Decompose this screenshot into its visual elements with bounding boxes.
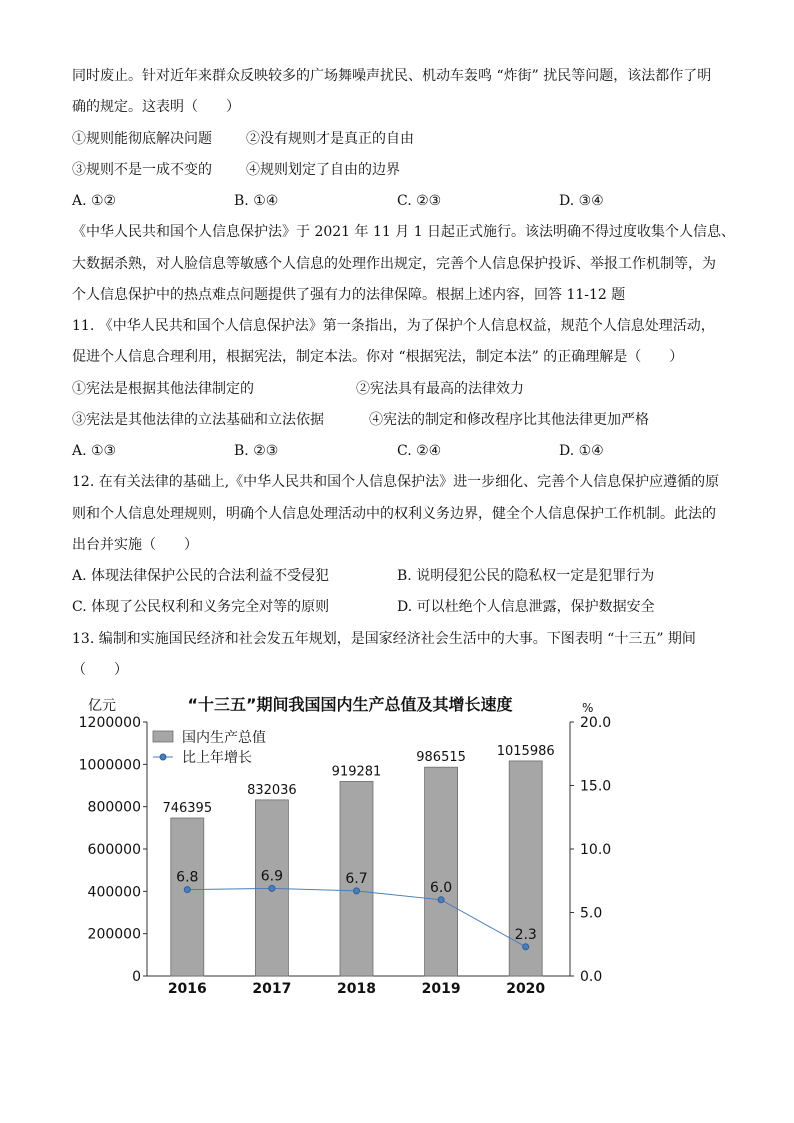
gdp-bar-label-2019: 986515	[416, 750, 466, 766]
q10-option-a: A. ①②	[72, 193, 117, 209]
q11-stem-line-1: 11. 《中华人民共和国个人信息保护法》第一条指出，为了保护个人信息权益，规范个人信息处理活动，	[72, 318, 715, 334]
y-axis-unit-label: 亿元	[88, 698, 116, 714]
q10-text-line-1: 同时废止。针对近年来群众反映较多的广场舞噪声扰民、机动车轰鸣 “炸街” 扰民等问题，该法都作了明	[72, 68, 712, 84]
y2-tick-label: 10.0	[580, 842, 612, 858]
q13-answer-paren: （ ）	[72, 662, 128, 678]
q11-statement-2: ②宪法具有最高的法律效力	[356, 381, 524, 397]
growth-label-2016: 6.8	[176, 869, 199, 886]
q10-statement-2: ②没有规则才是真正的自由	[246, 131, 414, 147]
intro-line-1: 《中华人民共和国个人信息保护法》于 2021 年 11 月 1 日起正式施行。该法明确不得过度收集个人信息、	[72, 224, 736, 240]
chart-title: “十三五”期间我国国内生产总值及其增长速度	[187, 695, 513, 714]
growth-point-2019	[438, 897, 444, 903]
growth-label-2018: 6.7	[345, 870, 368, 887]
x-tick-label-2019: 2019	[421, 981, 461, 997]
y-tick-label: 200000	[87, 926, 141, 943]
q12-option-b: B. 说明侵犯公民的隐私权一定是犯罪行为	[397, 568, 655, 584]
growth-point-2017	[269, 885, 275, 891]
growth-point-2016	[184, 887, 190, 893]
legend-bar-label: 国内生产总值	[182, 730, 266, 746]
gdp-bar-label-2020: 1015986	[496, 743, 555, 759]
y-tick-label: 800000	[87, 799, 141, 816]
q11-statement-1: ①宪法是根据其他法律制定的	[72, 381, 254, 397]
gdp-bar-label-2017: 832036	[247, 782, 297, 798]
y-tick-label: 400000	[87, 884, 141, 901]
q10-option-b: B. ①④	[234, 193, 279, 209]
growth-label-2017: 6.9	[260, 868, 284, 885]
q11-option-b: B. ②③	[234, 443, 279, 459]
legend-bar-swatch	[153, 731, 173, 742]
y2-tick-label: 20.0	[580, 715, 612, 731]
q11-option-c: C. ②④	[397, 443, 442, 459]
q11-statement-3: ③宪法是其他法律的立法基础和立法依据	[72, 412, 324, 428]
q12-stem-line-2: 则和个人信息处理规则，明确个人信息处理活动中的权利义务边界，健全个人信息保护工作机制。此法的	[72, 506, 716, 522]
growth-label-2020: 2.3	[514, 926, 537, 943]
q12-stem-line-3: 出台并实施（ ）	[72, 537, 198, 553]
legend-line-label: 比上年增长	[182, 750, 252, 766]
growth-label-2019: 6.0	[429, 879, 453, 896]
x-tick-label-2017: 2017	[252, 981, 292, 997]
intro-line-3: 个人信息保护中的热点难点问题提供了强有力的法律保障。根据上述内容，回答 11-12 题	[72, 287, 626, 303]
gdp-bar-2016	[171, 818, 204, 976]
q10-text-line-2: 确的规定。这表明（ ）	[72, 99, 240, 115]
q12-option-c: C. 体现了公民权利和义务完全对等的原则	[72, 599, 330, 615]
y-tick-label: 600000	[87, 842, 141, 858]
q11-stem-line-2: 促进个人信息合理利用，根据宪法，制定本法。你对 “根据宪法，制定本法” 的正确理解是（ ）	[72, 349, 684, 365]
legend-line-marker	[160, 754, 166, 760]
growth-point-2020	[523, 944, 529, 950]
q11-option-d: D. ①④	[559, 443, 604, 459]
y2-tick-label: 15.0	[580, 778, 612, 795]
q12-stem-line-1: 12. 在有关法律的基础上,《中华人民共和国个人信息保护法》进一步细化、完善个人信息保护应遵循的原	[72, 474, 720, 490]
gdp-bar-label-2016: 746395	[162, 801, 213, 817]
y-tick-label: 1000000	[78, 757, 141, 774]
q10-statement-4: ④规则划定了自由的边界	[246, 162, 400, 178]
y-tick-label: 0	[132, 969, 141, 985]
q10-statement-1: ①规则能彻底解决问题	[72, 131, 212, 147]
y2-tick-label: 5.0	[580, 905, 603, 922]
q11-option-a: A. ①③	[72, 443, 117, 459]
intro-line-2: 大数据杀熟，对人脸信息等敏感个人信息的处理作出规定，完善个人信息保护投诉、举报工作机制等，为	[72, 256, 716, 272]
x-tick-label-2016: 2016	[167, 981, 207, 997]
q10-option-c: C. ②③	[397, 193, 442, 209]
y-tick-label: 1200000	[78, 715, 141, 731]
growth-point-2018	[354, 888, 360, 894]
q10-option-d: D. ③④	[559, 193, 604, 209]
gdp-bar-label-2018: 919281	[331, 764, 382, 780]
q12-option-d: D. 可以杜绝个人信息泄露，保护数据安全	[397, 599, 655, 615]
x-tick-label-2018: 2018	[337, 981, 376, 997]
y2-tick-label: 0.0	[580, 969, 603, 985]
q12-option-a: A. 体现法律保护公民的合法利益不受侵犯	[72, 568, 330, 584]
q13-stem-line-1: 13. 编制和实施国民经济和社会发五年规划，是国家经济社会生活中的大事。下图表明 “十三五” 期间	[72, 631, 696, 647]
q11-statement-4: ④宪法的制定和修改程序比其他法律更加严格	[369, 412, 649, 428]
q10-statement-3: ③规则不是一成不变的	[72, 162, 212, 178]
y2-axis-unit-label: %	[582, 701, 594, 715]
x-tick-label-2020: 2020	[506, 981, 546, 997]
gdp-bar-2019	[425, 767, 458, 976]
